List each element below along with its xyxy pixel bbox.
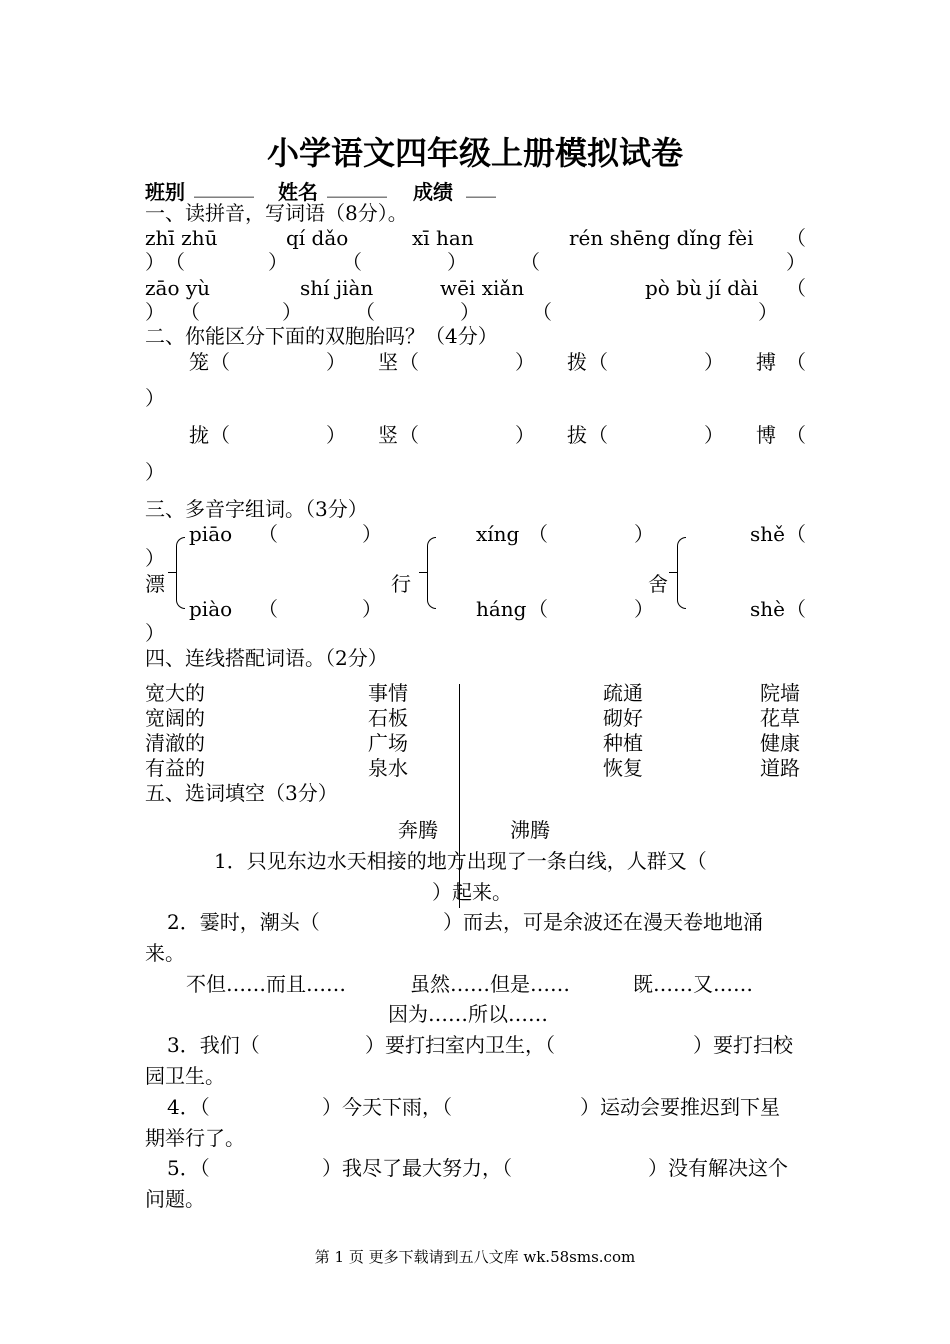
class-blank[interactable]: ______ [194, 174, 254, 198]
match-item[interactable]: 宽大的 [145, 681, 205, 705]
paren-close: ） [758, 300, 778, 324]
paren-close: ） [362, 522, 382, 546]
match-item[interactable]: 花草 [760, 706, 800, 730]
question-3-mid2: ）要打扫校 [693, 1033, 793, 1057]
paren-open[interactable]: （ [165, 250, 185, 274]
polyphone-piao: 漂 [145, 572, 165, 596]
char-4: 搏 [756, 350, 776, 374]
paren-open[interactable]: （ [258, 597, 278, 621]
paren-close: ） [145, 460, 165, 484]
paren-open[interactable]: （ [588, 423, 608, 447]
paren-close: ） [326, 423, 346, 447]
paren-open[interactable]: （ [786, 597, 806, 621]
pinyin-7: wēi xiǎn [440, 276, 525, 300]
char-1: 笼 [189, 350, 209, 374]
paren-close: ） [326, 350, 346, 374]
question-3-start: 3．我们（ [167, 1033, 260, 1057]
paren-open[interactable]: （ [786, 423, 806, 447]
pinyin-xing: xíng [476, 522, 520, 546]
paren-close: ） [634, 522, 654, 546]
match-item[interactable]: 泉水 [368, 756, 408, 780]
paren-close: ） [282, 300, 302, 324]
brace-icon [176, 537, 185, 609]
paren-close: ） [145, 300, 165, 324]
word-option: 因为……所以…… [388, 1002, 548, 1026]
section1-heading: 一、读拼音，写词语（8分）。 [145, 201, 408, 225]
section2-heading: 二、你能区分下面的双胞胎吗？（4分） [145, 324, 498, 348]
section4-heading: 四、连线搭配词语。（2分） [145, 646, 388, 670]
question-4-start: 4．（ [167, 1095, 210, 1119]
paren-close: ） [704, 423, 724, 447]
paren-open[interactable]: （ [399, 350, 419, 374]
match-item[interactable]: 广场 [368, 731, 408, 755]
question-2-end: 来。 [145, 941, 185, 965]
char-8: 博 [756, 423, 776, 447]
char-6: 竖 [378, 423, 398, 447]
paren-open[interactable]: （ [258, 522, 278, 546]
question-2-mid: ）而去，可是余波还在漫天卷地地涌 [443, 910, 763, 934]
char-5: 拢 [189, 423, 209, 447]
pinyin-6: shí jiàn [300, 276, 374, 300]
paren-close: ） [362, 597, 382, 621]
question-5-mid: ）我尽了最大努力，（ [322, 1156, 512, 1180]
paren-open[interactable]: （ [180, 300, 200, 324]
word-option: 既……又…… [633, 972, 753, 996]
paren-open[interactable]: （ [210, 423, 230, 447]
question-3-end: 园卫生。 [145, 1064, 225, 1088]
match-item[interactable]: 石板 [368, 706, 408, 730]
page-footer: 第 1 页 更多下载请到五八文库 wk.58sms.com [314, 1248, 636, 1266]
paren-close: ） [268, 250, 288, 274]
paren-open[interactable]: （ [355, 300, 375, 324]
question-5-end: 问题。 [145, 1187, 205, 1211]
paren-close: ） [145, 621, 165, 645]
match-item[interactable]: 健康 [760, 731, 800, 755]
name-label: 姓名 [278, 180, 318, 204]
section5-heading: 五、选词填空（3分） [145, 781, 338, 805]
match-item[interactable]: 砌好 [603, 706, 643, 730]
pinyin-she4: shè [750, 597, 785, 621]
question-5-mid2: ）没有解决这个 [648, 1156, 788, 1180]
score-label: 成绩 [413, 180, 453, 204]
match-item[interactable]: 清澈的 [145, 731, 205, 755]
match-item[interactable]: 疏通 [603, 681, 643, 705]
char-7: 拔 [567, 423, 587, 447]
char-2: 坚 [378, 350, 398, 374]
question-5-start: 5．（ [167, 1156, 210, 1180]
divider-line [459, 684, 460, 908]
paren-close: ） [704, 350, 724, 374]
match-item[interactable]: 种植 [603, 731, 643, 755]
page-title: 小学语文四年级上册模拟试卷 [266, 134, 683, 172]
pinyin-piao1: piāo [189, 522, 233, 546]
paren-close: ） [145, 546, 165, 570]
word-option: 奔腾 [398, 818, 438, 842]
paren-close: ） [145, 250, 165, 274]
section3-heading: 三、多音字组词。（3分） [145, 497, 368, 521]
polyphone-xing: 行 [391, 572, 411, 596]
name-blank[interactable]: ______ [327, 174, 387, 198]
question-4-mid2: ）运动会要推迟到下星 [580, 1095, 780, 1119]
paren-close: ） [145, 386, 165, 410]
paren-close: ） [515, 423, 535, 447]
pinyin-2: qí dǎo [286, 226, 349, 250]
paren-close: ） [786, 250, 806, 274]
pinyin-hang: háng [476, 597, 527, 621]
match-item[interactable]: 有益的 [145, 756, 205, 780]
paren-open[interactable]: （ [786, 350, 806, 374]
pinyin-5: zāo yù [145, 276, 211, 300]
brace-icon [427, 537, 436, 609]
word-option: 沸腾 [510, 818, 550, 842]
match-item[interactable]: 恢复 [603, 756, 643, 780]
paren-close: ） [634, 597, 654, 621]
score-blank[interactable]: ___ [466, 174, 496, 198]
match-item[interactable]: 事情 [368, 681, 408, 705]
match-item[interactable]: 宽阔的 [145, 706, 205, 730]
pinyin-3: xī han [412, 226, 474, 250]
question-1-end: ）起来。 [432, 880, 512, 904]
paren-open[interactable]: （ [786, 522, 806, 546]
pinyin-4: rén shēng dǐng fèi [569, 226, 754, 250]
paren-open[interactable]: （ [532, 300, 552, 324]
paren-open[interactable]: （ [528, 597, 548, 621]
polyphone-she: 舍 [648, 572, 668, 596]
question-3-mid: ）要打扫室内卫生，（ [365, 1033, 555, 1057]
pinyin-piao4: piào [189, 597, 233, 621]
paren-open: （ [786, 276, 806, 300]
paren-open[interactable]: （ [342, 250, 362, 274]
paren-close: ） [460, 300, 480, 324]
word-option: 不但……而且…… [186, 972, 346, 996]
paren-open[interactable]: （ [588, 350, 608, 374]
char-3: 拨 [567, 350, 587, 374]
paren-close: ） [447, 250, 467, 274]
word-option: 虽然……但是…… [410, 972, 570, 996]
class-label: 班别 [145, 180, 185, 204]
brace-icon [677, 537, 686, 609]
question-1: 1．只见东边水天相接的地方出现了一条白线，人群又（ [214, 849, 707, 873]
paren-open[interactable]: （ [520, 250, 540, 274]
paren-open: （ [786, 226, 806, 250]
question-4-mid: ）今天下雨，（ [322, 1095, 452, 1119]
pinyin-1: zhī zhū [145, 226, 218, 250]
pinyin-8: pò bù jí dài [645, 276, 759, 300]
match-item[interactable]: 道路 [760, 756, 800, 780]
paren-open[interactable]: （ [210, 350, 230, 374]
paren-close: ） [515, 350, 535, 374]
match-item[interactable]: 院墙 [760, 681, 800, 705]
question-2-start: 2．霎时，潮头（ [167, 910, 320, 934]
question-4-end: 期举行了。 [145, 1126, 245, 1150]
paren-open[interactable]: （ [399, 423, 419, 447]
pinyin-she3: shě [750, 522, 785, 546]
paren-open[interactable]: （ [528, 522, 548, 546]
